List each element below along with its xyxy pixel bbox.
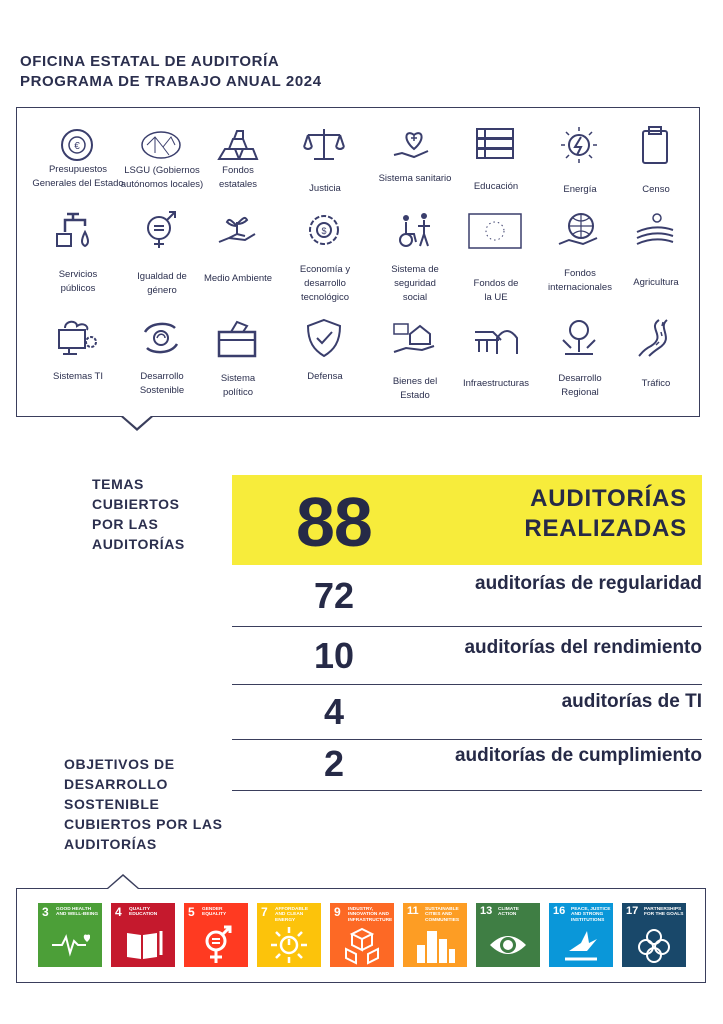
topic-label xyxy=(608,183,704,197)
cubes-icon xyxy=(342,925,382,965)
topic-label xyxy=(30,163,126,191)
ods-line: OBJETIVOS DE xyxy=(64,756,175,772)
topic-label xyxy=(277,263,373,305)
sdg-tile-9 xyxy=(330,903,394,967)
total-label-line1: AUDITORÍAS xyxy=(530,485,687,512)
topic-label-line: Igualdad de xyxy=(137,271,187,282)
sdg-tile-17 xyxy=(622,903,686,967)
sdg-tile-4 xyxy=(111,903,175,967)
topic-item xyxy=(448,125,544,192)
sdg-tile-11 xyxy=(403,903,467,967)
stat-divider xyxy=(232,790,702,791)
topic-label-line: Servicios xyxy=(58,269,98,280)
city-icon xyxy=(415,925,455,965)
stat-label: auditorías de cumplimiento xyxy=(454,745,702,766)
topic-item xyxy=(448,318,544,389)
topic-label xyxy=(448,180,544,194)
topic-label xyxy=(30,268,126,296)
topic-label-line: Bienes del xyxy=(392,376,438,387)
sdg-title: PEACE, JUSTICE AND STRONG INSTITUTIONS xyxy=(571,907,611,923)
ballot-box-icon xyxy=(215,318,261,358)
sdg-tile-7 xyxy=(257,903,321,967)
stat-number: 2 xyxy=(324,743,345,784)
sdg-panel-pointer-inner xyxy=(108,876,138,889)
temas-line: TEMAS xyxy=(92,476,144,492)
topic-label-line: Infraestructuras xyxy=(463,378,529,389)
topic-label-line: estatales xyxy=(218,179,258,190)
gender-equality-icon xyxy=(196,925,236,965)
topic-label-line: Regional xyxy=(561,387,599,398)
stat-divider xyxy=(232,739,702,740)
topic-item xyxy=(608,125,704,195)
topic-label-line: Fondos xyxy=(222,165,254,176)
sdg-tile-5 xyxy=(184,903,248,967)
books-icon xyxy=(473,125,519,165)
topic-label-line: Defensa xyxy=(307,371,343,382)
globe-hand-icon xyxy=(557,210,603,250)
sdg-number: 11 xyxy=(407,905,419,917)
house-hand-icon xyxy=(392,318,438,358)
sdg-title: GENDER EQUALITY xyxy=(202,907,227,918)
topic-label-line: Educación xyxy=(473,181,519,192)
topic-label-line: internacionales xyxy=(548,282,612,293)
topic-label-line: Medio Ambiente xyxy=(203,273,273,284)
sdg-number: 5 xyxy=(188,905,195,919)
sdg-title: CLIMATE ACTION xyxy=(498,907,519,918)
topic-item xyxy=(608,210,704,288)
shield-icon xyxy=(302,318,348,358)
sun-power-icon xyxy=(269,925,309,965)
topic-label-line: Fondos xyxy=(564,268,596,279)
topic-item xyxy=(190,210,286,284)
tunnel-bridge-icon xyxy=(473,318,519,358)
topic-label-line: públicos xyxy=(60,283,96,294)
sdg-tile-16 xyxy=(549,903,613,967)
topic-item xyxy=(277,210,373,303)
stat-number: 10 xyxy=(314,635,355,676)
road-icon xyxy=(633,318,679,358)
stat-row-rendimiento xyxy=(232,634,702,684)
topic-item xyxy=(608,318,704,389)
faucet-icon xyxy=(55,210,101,250)
dove-icon xyxy=(561,925,601,965)
topic-label-line: Sistemas TI xyxy=(53,371,103,382)
topic-label xyxy=(190,372,286,400)
topic-label-line: tecnológico xyxy=(300,292,350,303)
ods-line: AUDITORÍAS xyxy=(64,836,157,852)
topic-item xyxy=(448,210,544,303)
gear-coin-icon xyxy=(302,210,348,250)
total-audits-label xyxy=(524,484,687,544)
temas-line: CUBIERTOS xyxy=(92,496,180,512)
stat-divider xyxy=(232,626,702,627)
sustainable-hands-icon xyxy=(139,318,185,358)
eu-flag-icon xyxy=(468,210,524,250)
svg-text:$: $ xyxy=(321,226,327,236)
network-cloud-icon xyxy=(139,125,185,165)
topic-label xyxy=(277,370,373,384)
topic-label-line: Fondos de xyxy=(473,278,519,289)
topic-label-line: género xyxy=(147,285,177,296)
total-label-line2: REALIZADAS xyxy=(524,515,687,542)
heart-hand-icon xyxy=(392,125,438,165)
sdg-number: 13 xyxy=(480,905,493,917)
tree-tools-icon xyxy=(557,318,603,358)
topic-label xyxy=(30,370,126,384)
rings-icon xyxy=(634,925,674,965)
topic-label xyxy=(608,276,704,290)
temas-line: POR LAS xyxy=(92,516,159,532)
topic-label-line: Sostenible xyxy=(139,385,185,396)
topic-label-line: Tráfico xyxy=(641,378,671,389)
topic-item xyxy=(190,125,286,190)
sdg-title: GOOD HEALTH AND WELL-BEING xyxy=(56,907,99,918)
topic-label-line: Sistema xyxy=(220,373,256,384)
stat-row-cumplimiento xyxy=(232,744,702,790)
sdg-title: QUALITY EDUCATION xyxy=(129,907,158,918)
stat-row-regularidad xyxy=(232,572,702,626)
sdg-title: AFFORDABLE AND CLEAN ENERGY xyxy=(275,907,309,923)
topic-label xyxy=(608,377,704,391)
ods-line: CUBIERTOS POR LAS xyxy=(64,816,223,832)
topic-label-line: autónomos locales) xyxy=(120,179,204,190)
sdg-tile-3 xyxy=(38,903,102,967)
topic-label-line: Sistema sanitario xyxy=(378,173,452,184)
topic-label-line: Energía xyxy=(563,184,597,195)
eye-globe-icon xyxy=(488,925,528,965)
stat-label: auditorías del rendimiento xyxy=(464,637,702,658)
clipboard-icon xyxy=(633,125,679,165)
sdg-number: 17 xyxy=(626,905,639,917)
header-title-line2: PROGRAMA DE TRABAJO ANUAL 2024 xyxy=(20,73,322,90)
stat-row-ti xyxy=(232,690,702,738)
computer-cloud-icon xyxy=(55,318,101,358)
plant-hand-icon xyxy=(215,210,261,250)
stat-label: auditorías de regularidad xyxy=(475,573,702,594)
ods-line: DESARROLLO xyxy=(64,776,168,792)
topic-label-line: LSGU (Gobiernos xyxy=(124,165,200,176)
coin-icon xyxy=(55,125,101,165)
sdg-number: 3 xyxy=(42,905,49,919)
field-sun-icon xyxy=(633,210,679,250)
topic-label-line: político xyxy=(222,387,254,398)
sdg-number: 4 xyxy=(115,905,122,919)
sdg-tile-13 xyxy=(476,903,540,967)
sdg-number: 9 xyxy=(334,905,341,919)
topic-label xyxy=(448,277,544,305)
topic-label-line: Economía y xyxy=(299,264,351,275)
stat-number: 72 xyxy=(314,575,355,616)
stat-label: auditorías de TI xyxy=(561,691,702,712)
topic-label-line: Sistema de xyxy=(391,264,439,275)
topic-label-line: Justicia xyxy=(309,183,341,194)
sdg-title: INDUSTRY, INNOVATION AND INFRASTRUCTURE xyxy=(348,907,393,923)
topic-label xyxy=(190,164,286,192)
svg-text:€: € xyxy=(74,141,80,152)
sdg-number: 16 xyxy=(553,905,566,917)
topic-label-line: Estado xyxy=(400,390,430,401)
gold-bars-icon xyxy=(215,125,261,165)
sdg-title: SUSTAINABLE CITIES AND COMMUNITIES xyxy=(425,907,460,923)
topic-label xyxy=(277,182,373,196)
topic-item xyxy=(30,318,126,382)
topic-item xyxy=(190,318,286,398)
topic-label-line: desarrollo xyxy=(304,278,346,289)
stat-divider xyxy=(232,684,702,685)
topic-item xyxy=(30,210,126,294)
topic-label-line: Presupuestos xyxy=(48,164,108,175)
temas-line: AUDITORÍAS xyxy=(92,536,185,552)
heartbeat-icon xyxy=(50,925,90,965)
temas-label xyxy=(92,474,185,554)
topic-label xyxy=(190,272,286,286)
topic-label-line: Desarrollo xyxy=(558,373,602,384)
topic-label-line: la UE xyxy=(484,292,508,303)
sdg-number: 7 xyxy=(261,905,268,919)
topics-panel-pointer-inner xyxy=(122,415,152,428)
topic-label-line: Agricultura xyxy=(633,277,679,288)
header-title-line1: OFICINA ESTATAL DE AUDITORÍA xyxy=(20,53,280,70)
topic-label-line: social xyxy=(402,292,428,303)
topic-label xyxy=(448,377,544,391)
book-pencil-icon xyxy=(123,925,163,965)
ods-line: SOSTENIBLE xyxy=(64,796,160,812)
ods-label xyxy=(64,754,223,854)
total-audits-number: 88 xyxy=(296,483,372,561)
topic-item xyxy=(30,125,126,189)
topic-label-line: Generales del Estado xyxy=(32,178,124,189)
topic-label-line: seguridad xyxy=(394,278,436,289)
stat-number: 4 xyxy=(324,691,345,732)
topic-label-line: Censo xyxy=(642,184,670,195)
energy-icon xyxy=(557,125,603,165)
topic-item xyxy=(277,125,373,194)
topic-item xyxy=(277,318,373,382)
topic-label-line: Desarrollo xyxy=(140,371,184,382)
document-header xyxy=(20,52,322,92)
gender-icon xyxy=(139,210,185,250)
scales-icon xyxy=(302,125,348,165)
sdg-title: PARTNERSHIPS FOR THE GOALS xyxy=(644,907,684,918)
people-wheelchair-icon xyxy=(392,210,438,250)
